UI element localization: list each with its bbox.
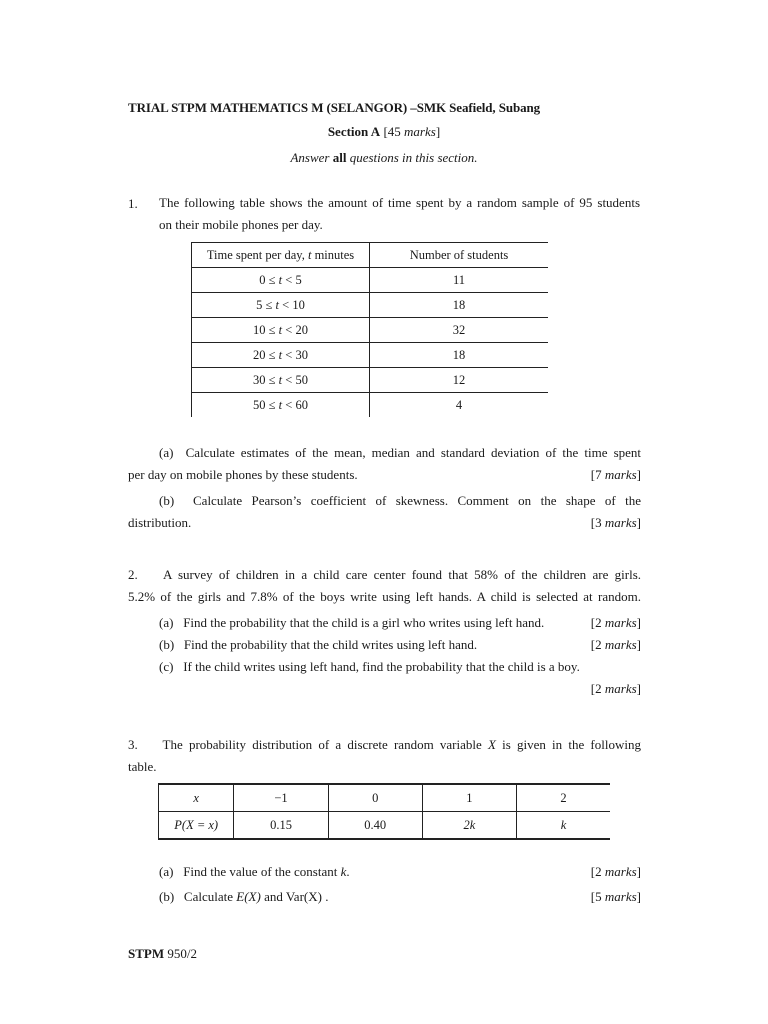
count-cell: 18 [369, 293, 548, 318]
count-cell: 12 [369, 368, 548, 393]
header-count: Number of students [369, 243, 548, 268]
q3-line2: table. [128, 759, 157, 774]
table-row [192, 318, 549, 343]
p-value-cell: 2k [422, 812, 516, 840]
q3-a-marks: [2 marks] [590, 864, 641, 879]
q3-parts [159, 861, 641, 908]
header-time-pre: Time spent per day, [206, 247, 308, 262]
interval-cell: 20 ≤ t < 30 [192, 343, 370, 368]
p-value-cell: k [516, 812, 610, 840]
instructions [0, 150, 768, 166]
q1-number: 1. [128, 196, 138, 211]
section-heading [0, 124, 768, 140]
q1-b-line2: distribution. [3 marks] [128, 512, 641, 534]
q3-line1: 3. The probability distribution of a discrete random variable X is given in the following [128, 737, 641, 752]
instructions-bold: all [332, 150, 347, 165]
exam-title: TRIAL STPM MATHEMATICS M (SELANGOR) –SMK Seafield, Subang [128, 100, 541, 115]
x-value-cell: 1 [422, 784, 516, 812]
x-value-cell: 0 [328, 784, 422, 812]
q2-part-a: (a) Find the probability that the child is a girl who writes using left hand. [2 marks] [159, 612, 641, 634]
interval-cell: 10 ≤ t < 20 [192, 318, 370, 343]
table-row [192, 293, 549, 318]
q1-line2: on their mobile phones per day. [159, 217, 323, 232]
count-cell: 32 [369, 318, 548, 343]
q2-stem [128, 564, 641, 608]
q2-parts [159, 612, 641, 700]
section-marks-pre: [45 [380, 124, 405, 139]
header-time [192, 243, 370, 268]
paper-code: STPM 950/2 [128, 946, 197, 961]
q3-part-a: (a) Find the value of the constant k. [2 marks] [159, 861, 641, 883]
q2-a-marks: [2 marks] [590, 615, 641, 630]
q2-c-marks: [2 marks] [590, 681, 641, 696]
section-marks-post: ] [435, 124, 441, 139]
p-label-cell: P(X = x) [159, 812, 234, 840]
table-row [192, 393, 549, 418]
q2-line2: 5.2% of the girls and 7.8% of the boys write using left hands. A child is selected at random. [128, 589, 641, 604]
q1-a-line1: (a) Calculate estimates of the mean, median and standard deviation of the time spent [159, 445, 642, 460]
table-row [192, 343, 549, 368]
section-label: Section A [327, 124, 381, 139]
q1-a-marks: [7 marks] [590, 467, 641, 482]
x-value-cell: −1 [234, 784, 328, 812]
x-value-cell: 2 [516, 784, 610, 812]
q1-stem [159, 192, 640, 236]
q1-part-b [128, 490, 641, 534]
q1-a-line2: per day on mobile phones by these students. [7 marks] [128, 464, 641, 486]
header-time-var: t [307, 247, 312, 262]
q1-part-a [128, 442, 641, 486]
q1-line1: The following table shows the amount of time spent by a random sample of 95 students [159, 195, 640, 210]
time-spent-table [191, 242, 548, 417]
interval-cell: 0 ≤ t < 5 [192, 268, 370, 293]
table-row [159, 812, 611, 840]
count-cell: 18 [369, 343, 548, 368]
probability-table [158, 783, 610, 840]
section-marks-word: marks [404, 124, 436, 139]
header-time-post: minutes [311, 247, 355, 262]
q3-stem [128, 734, 641, 778]
interval-cell: 30 ≤ t < 50 [192, 368, 370, 393]
q2-b-marks: [2 marks] [590, 637, 641, 652]
p-value-cell: 0.40 [328, 812, 422, 840]
count-cell: 11 [369, 268, 548, 293]
q2-line1: 2. A survey of children in a child care center found that 58% of the children are girls. [128, 567, 642, 582]
table-row [159, 784, 611, 812]
interval-cell: 5 ≤ t < 10 [192, 293, 370, 318]
q1-b-line1: (b) Calculate Pearson’s coefficient of skewness. Comment on the shape of the [159, 493, 641, 508]
instructions-pre: Answer [290, 150, 333, 165]
q1-b-marks: [3 marks] [590, 515, 641, 530]
q2-part-c: (c) If the child writes using left hand, find the probability that the child is a boy. [159, 659, 580, 674]
instructions-post: questions in this section. [346, 150, 478, 165]
q2-part-b: (b) Find the probability that the child writes using left hand. [2 marks] [159, 634, 641, 656]
q3-part-b: (b) Calculate E(X) and Var(X) . [5 marks] [159, 886, 641, 908]
table-row [192, 368, 549, 393]
x-label-cell: x [159, 784, 234, 812]
table-row [192, 268, 549, 293]
p-value-cell: 0.15 [234, 812, 328, 840]
count-cell: 4 [369, 393, 548, 418]
interval-cell: 50 ≤ t < 60 [192, 393, 370, 418]
q3-b-marks: [5 marks] [590, 889, 641, 904]
